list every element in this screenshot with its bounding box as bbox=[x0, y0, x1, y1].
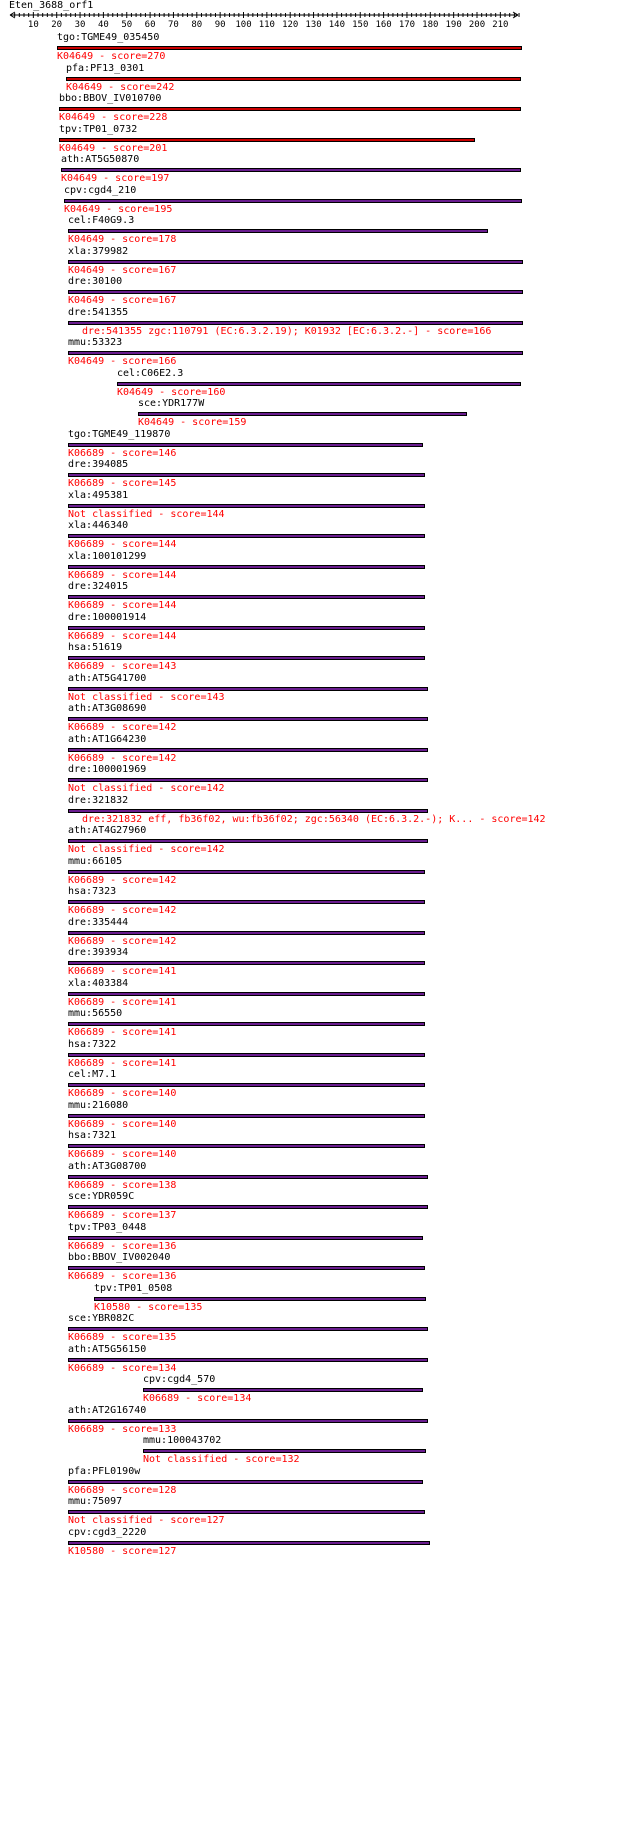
hit-name-link[interactable]: dre:394085 bbox=[68, 459, 129, 470]
hit-alignment-bar[interactable] bbox=[117, 382, 521, 386]
hit-alignment-bar[interactable] bbox=[64, 199, 522, 203]
hit-description-link[interactable]: K06689 - score=144 bbox=[68, 569, 177, 581]
hit-name-link[interactable]: mmu:75097 bbox=[68, 1496, 123, 1507]
hit-name-link[interactable]: pfa:PF13_0301 bbox=[66, 62, 145, 74]
hit-name-link[interactable]: xla:446340 bbox=[68, 520, 129, 531]
hit-alignment-bar[interactable] bbox=[68, 626, 425, 630]
hit-name-link[interactable]: tgo:TGME49_119870 bbox=[68, 428, 171, 440]
hit-alignment-bar[interactable] bbox=[68, 748, 428, 752]
hit-description-link[interactable]: K10580 - score=135 bbox=[94, 1301, 203, 1313]
hit-description-link[interactable]: K06689 - score=145 bbox=[68, 478, 177, 489]
hit-name-link[interactable]: mmu:53323 bbox=[68, 337, 123, 348]
hit-description-link[interactable]: K06689 - score=136 bbox=[68, 1240, 177, 1252]
hit-name-link[interactable]: ath:AT5G41700 bbox=[68, 672, 147, 684]
hit-alignment-bar[interactable] bbox=[68, 1266, 425, 1270]
ruler-tick-label: 70 bbox=[168, 20, 179, 30]
ruler-tick-label: 140 bbox=[328, 20, 346, 30]
hit-description-link[interactable]: K06689 - score=144 bbox=[68, 630, 177, 642]
hit-name-link[interactable]: ath:AT4G27960 bbox=[68, 825, 147, 836]
hit-description-link[interactable]: K04649 - score=228 bbox=[59, 112, 168, 123]
hit-alignment-bar[interactable] bbox=[68, 1053, 425, 1057]
hit-alignment-bar[interactable] bbox=[143, 1449, 426, 1453]
hit-alignment-bar[interactable] bbox=[68, 870, 425, 874]
hit-description-link[interactable]: Not classified - score=142 bbox=[68, 783, 225, 794]
hit-description-link[interactable]: K06689 - score=144 bbox=[68, 539, 177, 550]
hit-description-link[interactable]: Not classified - score=132 bbox=[143, 1454, 300, 1465]
hit-alignment-bar[interactable] bbox=[57, 46, 522, 50]
hit-name-link[interactable]: cpv:cgd3_2220 bbox=[68, 1526, 147, 1538]
hit-name-link[interactable]: dre:335444 bbox=[68, 916, 129, 928]
hit-name-link[interactable]: sce:YBR082C bbox=[68, 1313, 135, 1324]
hit-alignment-bar[interactable] bbox=[68, 1236, 423, 1240]
hit-alignment-bar[interactable] bbox=[68, 229, 488, 233]
hit-alignment-bar[interactable] bbox=[138, 412, 467, 416]
hit-alignment-bar[interactable] bbox=[59, 138, 475, 142]
hit-description-link[interactable]: K06689 - score=141 bbox=[68, 996, 177, 1008]
hit-description-link[interactable]: K06689 - score=128 bbox=[68, 1484, 177, 1496]
hit-name-link[interactable]: bbo:BBOV_IV002040 bbox=[68, 1252, 171, 1263]
ruler-tick-label: 200 bbox=[468, 20, 486, 30]
hit-name-link[interactable]: dre:100001969 bbox=[68, 764, 147, 775]
ruler-tick-label: 110 bbox=[258, 20, 275, 30]
hit-description-link[interactable]: K06689 - score=142 bbox=[68, 905, 177, 916]
hit-alignment-bar[interactable] bbox=[68, 1510, 425, 1514]
hit-description-link[interactable]: K06689 - score=140 bbox=[68, 1088, 177, 1099]
hit-description-link[interactable]: K06689 - score=146 bbox=[68, 447, 177, 459]
hit-name-link[interactable]: ath:AT3G08690 bbox=[68, 703, 147, 714]
hit-description-link[interactable]: K06689 - score=142 bbox=[68, 874, 177, 886]
hit-alignment-bar[interactable] bbox=[68, 1419, 428, 1423]
ruler-tick-label: 30 bbox=[74, 20, 86, 30]
hit-alignment-bar[interactable] bbox=[68, 1083, 425, 1087]
hit-name-link[interactable]: hsa:7321 bbox=[68, 1130, 117, 1141]
hit-alignment-bar[interactable] bbox=[68, 1480, 423, 1484]
hit-name-link[interactable]: ath:AT3G08700 bbox=[68, 1160, 147, 1172]
hit-description-link[interactable]: K06689 - score=141 bbox=[68, 1057, 177, 1069]
hit-alignment-bar[interactable] bbox=[68, 1144, 425, 1148]
hit-description-link[interactable]: K06689 - score=137 bbox=[68, 1210, 177, 1221]
hit-description-link[interactable]: Not classified - score=144 bbox=[68, 508, 225, 520]
hit-alignment-bar[interactable] bbox=[68, 656, 425, 660]
ruler-tick-label: 210 bbox=[492, 20, 509, 30]
ruler-tick-label: 190 bbox=[445, 20, 462, 30]
hit-name-link[interactable]: tpv:TP01_0508 bbox=[94, 1282, 173, 1294]
hit-alignment-bar[interactable] bbox=[68, 443, 423, 447]
hit-alignment-bar[interactable] bbox=[68, 839, 428, 843]
hit-description-link[interactable]: K06689 - score=143 bbox=[68, 661, 177, 672]
hit-name-link[interactable]: ath:AT1G64230 bbox=[68, 733, 147, 745]
hit-description-link[interactable]: K10580 - score=127 bbox=[68, 1545, 177, 1557]
hit-description-link[interactable]: K06689 - score=134 bbox=[143, 1393, 252, 1404]
hit-alignment-bar[interactable] bbox=[68, 778, 428, 782]
hit-alignment-bar[interactable] bbox=[68, 809, 428, 813]
ruler-tick-label: 80 bbox=[191, 20, 203, 30]
hit-name-link[interactable]: xla:100101299 bbox=[68, 550, 147, 562]
hit-name-link[interactable]: hsa:7322 bbox=[68, 1038, 117, 1050]
ruler-tick-label: 180 bbox=[422, 20, 439, 30]
hit-description-link[interactable]: dre:321832 eff, fb36f02, wu:fb36f02; zgc:56340 (EC:6.3.2.-); K... - score=142 bbox=[82, 813, 546, 825]
hit-alignment-bar[interactable] bbox=[68, 717, 428, 721]
ruler-tick-label: 40 bbox=[97, 20, 109, 30]
hit-name-link[interactable]: pfa:PFL0190w bbox=[68, 1465, 141, 1477]
ruler-tick-label: 50 bbox=[121, 20, 133, 30]
hit-alignment-bar[interactable] bbox=[61, 168, 521, 172]
hit-description-link[interactable]: K04649 - score=159 bbox=[138, 417, 247, 428]
hit-description-link[interactable]: K06689 - score=142 bbox=[68, 752, 177, 764]
hit-name-link[interactable]: xla:403384 bbox=[68, 977, 129, 989]
hit-name-link[interactable]: mmu:100043702 bbox=[143, 1435, 222, 1446]
hit-description-link[interactable]: K04649 - score=167 bbox=[68, 264, 177, 276]
hit-name-link[interactable]: sce:YDR059C bbox=[68, 1191, 135, 1202]
hit-description-link[interactable]: K06689 - score=135 bbox=[68, 1332, 177, 1343]
hit-alignment-bar[interactable] bbox=[68, 473, 425, 477]
hit-alignment-bar[interactable] bbox=[68, 961, 425, 965]
hit-name-link[interactable]: dre:393934 bbox=[68, 947, 129, 958]
ruler-tick-label: 20 bbox=[51, 20, 63, 30]
hit-description-link[interactable]: Not classified - score=142 bbox=[68, 844, 225, 855]
ruler-tick-label: 130 bbox=[305, 20, 322, 30]
hit-alignment-bar[interactable] bbox=[66, 77, 521, 81]
hit-name-link[interactable]: cel:M7.1 bbox=[68, 1069, 117, 1080]
hit-alignment-bar[interactable] bbox=[68, 1541, 430, 1545]
hit-alignment-bar[interactable] bbox=[68, 565, 425, 569]
ruler-tick-label: 60 bbox=[144, 20, 156, 30]
query-title: Eten_3688_orf1 bbox=[9, 0, 94, 11]
hit-description-link[interactable]: K06689 - score=136 bbox=[68, 1271, 177, 1282]
hit-name-link[interactable]: ath:AT5G50870 bbox=[61, 154, 140, 165]
hit-alignment-bar[interactable] bbox=[68, 687, 428, 691]
hit-description-link[interactable]: K04649 - score=166 bbox=[68, 356, 177, 367]
hit-name-link[interactable]: tpv:TP03_0448 bbox=[68, 1221, 147, 1233]
hit-name-link[interactable]: xla:379982 bbox=[68, 245, 129, 257]
hit-description-link[interactable]: K06689 - score=140 bbox=[68, 1118, 177, 1130]
hit-description-link[interactable]: K06689 - score=140 bbox=[68, 1149, 177, 1160]
hit-name-link[interactable]: ath:AT5G56150 bbox=[68, 1343, 147, 1355]
hit-name-link[interactable]: dre:100001914 bbox=[68, 611, 147, 623]
hit-description-link[interactable]: K04649 - score=270 bbox=[57, 51, 166, 62]
hit-description-link[interactable]: K04649 - score=197 bbox=[61, 173, 170, 184]
hit-description-link[interactable]: K06689 - score=141 bbox=[68, 1027, 177, 1038]
hit-name-link[interactable]: cpv:cgd4_210 bbox=[64, 184, 137, 196]
hit-alignment-bar[interactable] bbox=[68, 595, 425, 599]
hit-description-link[interactable]: K06689 - score=142 bbox=[68, 935, 177, 947]
hit-name-link[interactable]: tpv:TP01_0732 bbox=[59, 123, 138, 135]
hit-alignment-bar[interactable] bbox=[68, 992, 425, 996]
hit-description-link[interactable]: K06689 - score=138 bbox=[68, 1179, 177, 1191]
hit-alignment-bar[interactable] bbox=[68, 534, 425, 538]
hit-alignment-bar[interactable] bbox=[68, 1022, 425, 1026]
hit-name-link[interactable]: cpv:cgd4_570 bbox=[143, 1374, 216, 1385]
hit-description-link[interactable]: dre:541355 zgc:110791 (EC:6.3.2.19); K01932 [EC:6.3.2.-] - score=166 bbox=[82, 325, 492, 337]
hit-name-link[interactable]: mmu:216080 bbox=[68, 1099, 129, 1111]
hit-alignment-bar[interactable] bbox=[68, 1205, 428, 1209]
hit-name-link[interactable]: dre:30100 bbox=[68, 276, 123, 287]
hit-name-link[interactable]: cel:C06E2.3 bbox=[117, 367, 184, 379]
hit-description-link[interactable]: K04649 - score=178 bbox=[68, 234, 177, 245]
hit-name-link[interactable]: dre:541355 bbox=[68, 306, 129, 318]
hit-description-link[interactable]: K04649 - score=160 bbox=[117, 386, 226, 398]
hit-name-link[interactable]: cel:F40G9.3 bbox=[68, 215, 135, 226]
hit-alignment-bar[interactable] bbox=[68, 1175, 428, 1179]
hit-description-link[interactable]: K04649 - score=201 bbox=[59, 142, 168, 154]
hit-alignment-bar[interactable] bbox=[68, 1358, 428, 1362]
hit-name-link[interactable]: hsa:7323 bbox=[68, 886, 117, 897]
hit-alignment-bar[interactable] bbox=[94, 1297, 426, 1301]
hit-description-link[interactable]: K04649 - score=242 bbox=[66, 81, 175, 93]
ruler-tick-label: 100 bbox=[235, 20, 252, 30]
hit-name-link[interactable]: xla:495381 bbox=[68, 489, 129, 501]
hit-description-link[interactable]: K06689 - score=141 bbox=[68, 966, 177, 977]
ruler-tick-label: 170 bbox=[398, 20, 416, 30]
hit-name-link[interactable]: dre:324015 bbox=[68, 581, 129, 592]
hit-name-link[interactable]: sce:YDR177W bbox=[138, 398, 205, 409]
ruler-tick-label: 160 bbox=[375, 20, 392, 30]
hit-alignment-bar[interactable] bbox=[68, 1114, 425, 1118]
ruler-tick-label: 150 bbox=[352, 20, 369, 30]
hit-alignment-bar[interactable] bbox=[68, 351, 523, 355]
hit-description-link[interactable]: K06689 - score=134 bbox=[68, 1362, 177, 1374]
hit-name-link[interactable]: dre:321832 bbox=[68, 794, 129, 806]
hit-alignment-bar[interactable] bbox=[68, 321, 523, 325]
sequence-ruler bbox=[0, 0, 620, 32]
hit-description-link[interactable]: K04649 - score=195 bbox=[64, 203, 173, 215]
hit-description-link[interactable]: Not classified - score=143 bbox=[68, 691, 225, 703]
hit-description-link[interactable]: K04649 - score=167 bbox=[68, 295, 177, 306]
ruler-tick-label: 120 bbox=[282, 20, 299, 30]
hit-alignment-bar[interactable] bbox=[143, 1388, 423, 1392]
hit-name-link[interactable]: ath:AT2G16740 bbox=[68, 1404, 147, 1416]
hit-name-link[interactable]: tgo:TGME49_035450 bbox=[57, 32, 160, 43]
hit-alignment-bar[interactable] bbox=[59, 107, 521, 111]
hit-alignment-bar[interactable] bbox=[68, 290, 523, 294]
hit-description-link[interactable]: Not classified - score=127 bbox=[68, 1515, 225, 1526]
ruler-tick-label: 90 bbox=[214, 20, 226, 30]
hit-name-link[interactable]: mmu:56550 bbox=[68, 1008, 123, 1019]
hit-name-link[interactable]: mmu:66105 bbox=[68, 855, 123, 867]
hit-description-link[interactable]: K06689 - score=144 bbox=[68, 600, 177, 611]
hit-description-link[interactable]: K06689 - score=133 bbox=[68, 1423, 177, 1435]
hit-alignment-bar[interactable] bbox=[68, 260, 523, 264]
hit-name-link[interactable]: hsa:51619 bbox=[68, 642, 123, 653]
hit-description-link[interactable]: K06689 - score=142 bbox=[68, 722, 177, 733]
hit-alignment-bar[interactable] bbox=[68, 900, 425, 904]
ruler-tick-label: 10 bbox=[27, 20, 39, 30]
hit-name-link[interactable]: bbo:BBOV_IV010700 bbox=[59, 93, 162, 104]
hit-alignment-bar[interactable] bbox=[68, 1327, 428, 1331]
hit-alignment-bar[interactable] bbox=[68, 504, 425, 508]
hit-alignment-bar[interactable] bbox=[68, 931, 425, 935]
